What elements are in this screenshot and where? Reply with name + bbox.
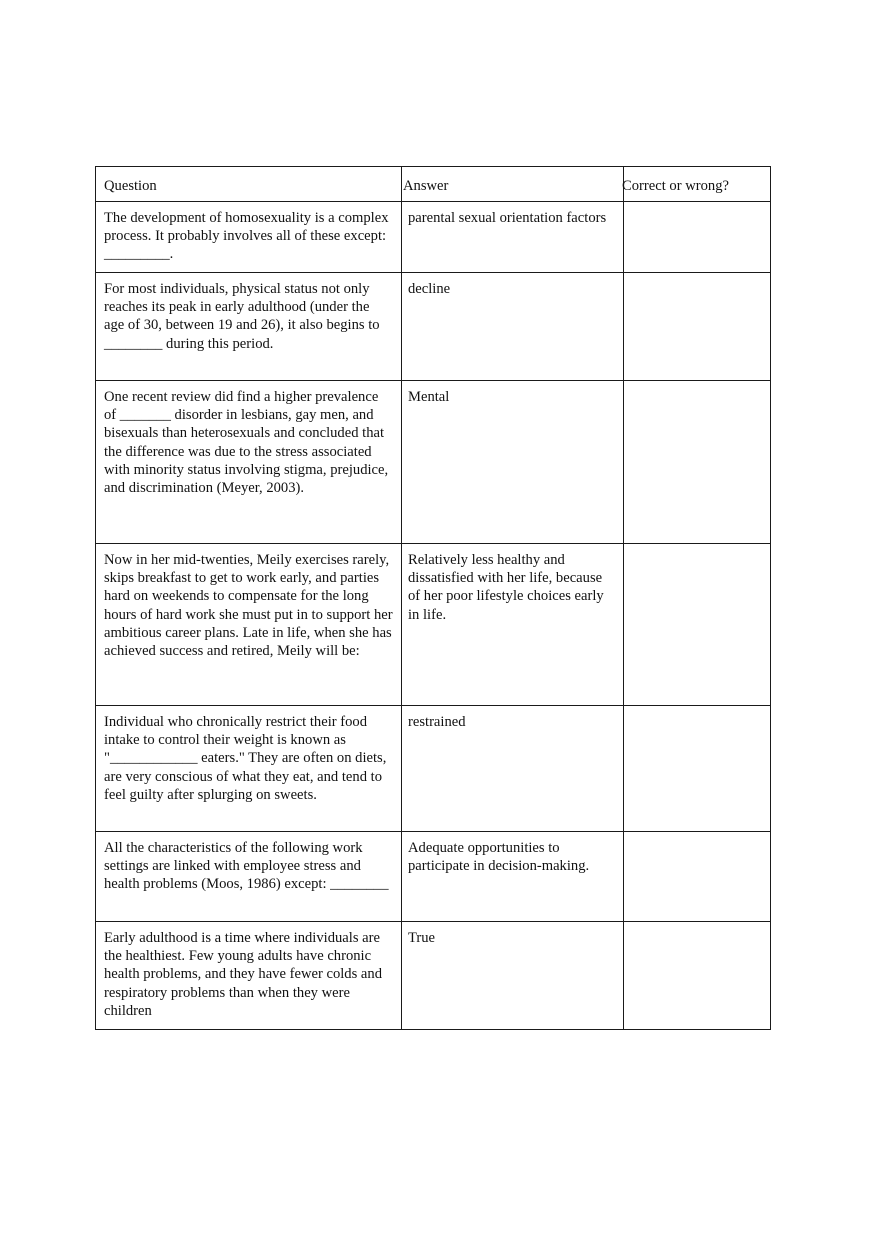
answer-cell: Adequate opportunities to participate in decision-making. <box>402 832 624 922</box>
table-row <box>96 832 771 922</box>
question-cell: The development of homosexuality is a complex process. It probably involves all of these except: _________. <box>96 202 402 273</box>
correct-cell <box>624 381 771 544</box>
question-cell: Individual who chronically restrict their food intake to control their weight is known as "____________ eaters." They are often on diets, are very conscious of what they eat, and tend to feel guilty after splurging on sweets. <box>96 706 402 832</box>
correct-cell <box>624 922 771 1030</box>
question-header: Question <box>96 167 402 202</box>
table-row <box>96 273 771 381</box>
question-cell: Early adulthood is a time where individuals are the healthiest. Few young adults have chronic health problems, and they have fewer colds and respiratory problems than when they were children <box>96 922 402 1030</box>
correct-cell <box>624 202 771 273</box>
header-row <box>96 167 771 202</box>
quiz-table <box>95 166 771 1030</box>
question-cell: Now in her mid-twenties, Meily exercises rarely, skips breakfast to get to work early, and parties hard on weekends to compensate for the long hours of hard work she must put in to support her ambitious career plans. Late in life, when she has achieved success and retired, Meily will be: <box>96 544 402 706</box>
table-row <box>96 544 771 706</box>
question-cell: For most individuals, physical status not only reaches its peak in early adulthood (under the age of 30, between 19 and 26), it also begins to ________ during this period. <box>96 273 402 381</box>
answer-cell: parental sexual orientation factors <box>402 202 624 273</box>
answer-header: Answer <box>402 167 624 202</box>
correct-cell <box>624 273 771 381</box>
table-row <box>96 922 771 1030</box>
question-cell: All the characteristics of the following work settings are linked with employee stress and health problems (Moos, 1986) except: ________ <box>96 832 402 922</box>
answer-cell: True <box>402 922 624 1030</box>
table-row <box>96 381 771 544</box>
table-row <box>96 706 771 832</box>
correct-cell <box>624 544 771 706</box>
answer-cell: restrained <box>402 706 624 832</box>
correct-cell <box>624 706 771 832</box>
table-row <box>96 202 771 273</box>
answer-cell: Relatively less healthy and dissatisfied with her life, because of her poor lifestyle choices early in life. <box>402 544 624 706</box>
correct-cell <box>624 832 771 922</box>
question-cell: One recent review did find a higher prevalence of _______ disorder in lesbians, gay men, and bisexuals than heterosexuals and concluded that the difference was due to the stress associated with minority status involving stigma, prejudice, and discrimination (Meyer, 2003). <box>96 381 402 544</box>
answer-cell: Mental <box>402 381 624 544</box>
correct-header: Correct or wrong? <box>624 167 771 202</box>
answer-cell: decline <box>402 273 624 381</box>
